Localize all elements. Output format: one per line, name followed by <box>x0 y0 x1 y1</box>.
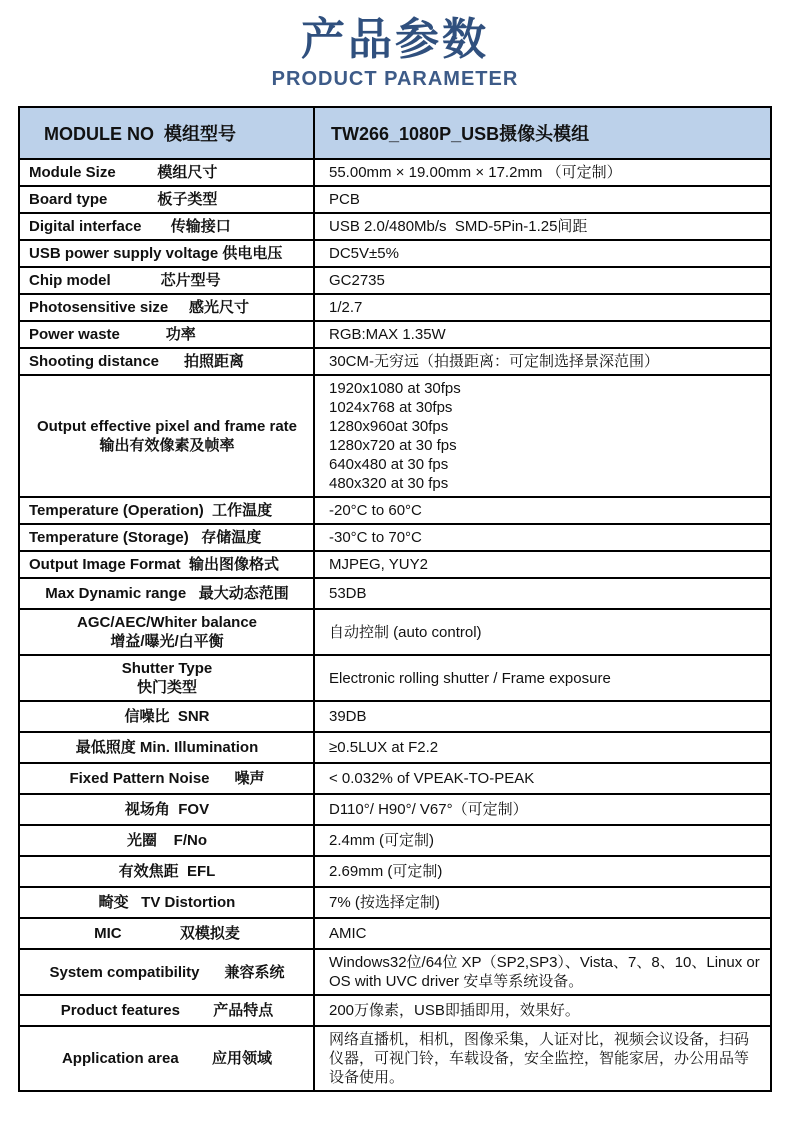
row-value <box>315 795 770 824</box>
row-label-line: Module Size 模组尺寸 <box>29 164 218 181</box>
row-label-line: Output effective pixel and frame rate <box>36 418 298 435</box>
table-row <box>20 917 770 948</box>
row-label <box>20 656 315 700</box>
row-label <box>20 795 315 824</box>
row-value-line: 2.69mm (可定制) <box>329 863 443 880</box>
row-value-line: 自动控制 (auto control) <box>329 623 482 641</box>
row-label-line: Max Dynamic range 最大动态范围 <box>45 585 289 602</box>
table-row <box>20 239 770 266</box>
row-label <box>20 241 315 266</box>
table-header-module-no: MODULE NO 模组型号 <box>20 108 315 158</box>
table-row <box>20 948 770 994</box>
table-body <box>20 158 770 1090</box>
row-value <box>315 888 770 917</box>
row-value-line: 1280x720 at 30 fps <box>329 437 457 454</box>
row-value-line: 1280x960at 30fps <box>329 418 449 435</box>
row-label <box>20 764 315 793</box>
row-label-line: Digital interface 传输接口 <box>29 218 231 235</box>
table-row <box>20 293 770 320</box>
table-row <box>20 855 770 886</box>
page-subtitle: PRODUCT PARAMETER <box>271 68 519 90</box>
row-label <box>20 295 315 320</box>
row-value-line: < 0.032% of VPEAK-TO-PEAK <box>329 770 535 787</box>
row-label <box>20 888 315 917</box>
row-value-line: 480x320 at 30 fps <box>329 475 449 492</box>
row-label <box>20 826 315 855</box>
table-row <box>20 762 770 793</box>
row-label-line: 视场角 FOV <box>124 801 210 818</box>
table-row <box>20 1025 770 1090</box>
row-label <box>20 733 315 762</box>
row-value <box>315 160 770 185</box>
row-label-line: Application area 应用领域 <box>61 1050 273 1067</box>
table-row <box>20 577 770 608</box>
table-row <box>20 212 770 239</box>
row-label-line: AGC/AEC/Whiter balance <box>76 614 258 631</box>
row-label-line: 信噪比 SNR <box>124 708 210 725</box>
row-value-line: 200万像素，USB即插即用，效果好。 <box>329 1002 580 1019</box>
row-label <box>20 610 315 654</box>
row-label-line: 增益/曝光/白平衡 <box>110 633 224 650</box>
table-row <box>20 158 770 185</box>
row-value-line: USB 2.0/480Mb/s SMD-5Pin-1.25间距 <box>329 218 588 235</box>
table-row <box>20 700 770 731</box>
row-value-line: 53DB <box>329 585 367 602</box>
row-value-line: 1920x1080 at 30fps <box>329 380 461 397</box>
row-label <box>20 525 315 550</box>
row-label <box>20 214 315 239</box>
row-value <box>315 919 770 948</box>
row-label-line: 畸变 TV Distortion <box>98 894 236 911</box>
row-label-line: Output Image Format 输出图像格式 <box>29 556 280 573</box>
table-row <box>20 793 770 824</box>
row-value-line: 39DB <box>329 708 367 725</box>
row-value-line: GC2735 <box>329 272 385 289</box>
row-value-line: AMIC <box>329 925 367 942</box>
row-label-line: Shutter Type <box>121 660 213 677</box>
row-value-line: 7% (按选择定制) <box>329 894 440 911</box>
table-header-row <box>20 108 770 158</box>
row-value <box>315 295 770 320</box>
row-value <box>315 702 770 731</box>
row-label-line: 光圈 F/No <box>127 832 207 849</box>
row-value-line: 2.4mm (可定制) <box>329 832 435 849</box>
row-label-line: Temperature (Operation) 工作温度 <box>29 502 273 519</box>
row-value-line: RGB:MAX 1.35W <box>329 326 446 343</box>
row-value-line: 30CM-无穷远（拍摄距离：可定制选择景深范围） <box>329 353 660 370</box>
row-label-line: MIC 双模拟麦 <box>94 925 240 942</box>
row-value <box>315 1027 770 1090</box>
row-label <box>20 857 315 886</box>
row-value <box>315 241 770 266</box>
row-value-line: PCB <box>329 191 360 208</box>
row-label <box>20 349 315 374</box>
row-value <box>315 498 770 523</box>
row-value-line: 网络直播机，相机，图像采集，人证对比，视频会议设备，扫码仪器，可视门铃，车载设备，安全监控，智能家居，办公用品等设备使用。 <box>329 1031 750 1086</box>
table-row <box>20 824 770 855</box>
table-row <box>20 550 770 577</box>
row-value <box>315 579 770 608</box>
row-value <box>315 187 770 212</box>
table-row <box>20 496 770 523</box>
row-label-line: USB power supply voltage 供电电压 <box>29 245 283 262</box>
row-value <box>315 656 770 700</box>
row-label <box>20 498 315 523</box>
row-label-line: 快门类型 <box>136 679 197 696</box>
table-row <box>20 886 770 917</box>
row-label <box>20 1027 315 1090</box>
row-label-line: System compatibility 兼容系统 <box>49 963 285 981</box>
row-value <box>315 376 770 496</box>
row-value-line: 1024x768 at 30fps <box>329 399 453 416</box>
row-label <box>20 160 315 185</box>
row-value-line: Electronic rolling shutter / Frame exposure <box>329 669 611 687</box>
table-row <box>20 374 770 496</box>
row-value <box>315 996 770 1025</box>
row-value <box>315 552 770 577</box>
table-row <box>20 608 770 654</box>
row-value-line: Windows32位/64位 XP（SP2,SP3）、Vista、7、8、10、Linux or OS with UVC driver 安卓等系统设备。 <box>329 954 764 990</box>
row-label <box>20 552 315 577</box>
table-header-model-number: TW266_1080P_USB摄像头模组 <box>331 124 590 144</box>
row-value <box>315 733 770 762</box>
table-row <box>20 320 770 347</box>
row-label-line: Shooting distance 拍照距离 <box>29 353 245 370</box>
row-value <box>315 214 770 239</box>
row-value-line: 55.00mm × 19.00mm × 17.2mm （可定制） <box>329 164 622 181</box>
row-value-line: -20°C to 60°C <box>329 502 422 519</box>
page-header <box>0 0 790 91</box>
row-value <box>315 950 770 994</box>
row-label-line: 最低照度 Min. Illumination <box>75 739 259 756</box>
row-label <box>20 187 315 212</box>
row-value-line: 640x480 at 30 fps <box>329 456 449 473</box>
row-label <box>20 376 315 496</box>
row-label <box>20 702 315 731</box>
row-value <box>315 349 770 374</box>
row-label-line: Photosensitive size 感光尺寸 <box>29 299 250 316</box>
row-label <box>20 996 315 1025</box>
table-row <box>20 347 770 374</box>
row-label-line: 有效焦距 EFL <box>118 863 216 880</box>
row-value <box>315 322 770 347</box>
table-row <box>20 731 770 762</box>
row-value <box>315 525 770 550</box>
row-value <box>315 857 770 886</box>
table-row <box>20 266 770 293</box>
row-value-line: -30°C to 70°C <box>329 529 422 546</box>
row-label-line: 输出有效像素及帧率 <box>99 437 235 454</box>
row-label-line: Board type 板子类型 <box>29 191 218 208</box>
table-row <box>20 994 770 1025</box>
row-label-line: Chip model 芯片型号 <box>29 272 221 289</box>
row-label <box>20 268 315 293</box>
row-value <box>315 268 770 293</box>
table-row <box>20 523 770 550</box>
row-label <box>20 919 315 948</box>
row-value <box>315 610 770 654</box>
row-label-line: Product features 产品特点 <box>60 1002 274 1019</box>
row-value-line: ≥0.5LUX at F2.2 <box>329 739 439 756</box>
row-value-line: D110°/ H90°/ V67°（可定制） <box>329 801 528 818</box>
row-label <box>20 950 315 994</box>
row-value-line: DC5V±5% <box>329 245 399 262</box>
row-label-line: Fixed Pattern Noise 噪声 <box>69 770 265 787</box>
row-label-line: Power waste 功率 <box>29 326 196 343</box>
spec-table <box>18 106 772 1092</box>
table-row <box>20 654 770 700</box>
page-title: 产品参数 <box>301 15 489 64</box>
row-label-line: Temperature (Storage) 存储温度 <box>29 529 262 546</box>
row-value-line: MJPEG, YUY2 <box>329 556 428 573</box>
row-value-line: 1/2.7 <box>329 299 363 316</box>
row-label <box>20 579 315 608</box>
row-value <box>315 764 770 793</box>
row-label <box>20 322 315 347</box>
table-row <box>20 185 770 212</box>
row-value <box>315 826 770 855</box>
